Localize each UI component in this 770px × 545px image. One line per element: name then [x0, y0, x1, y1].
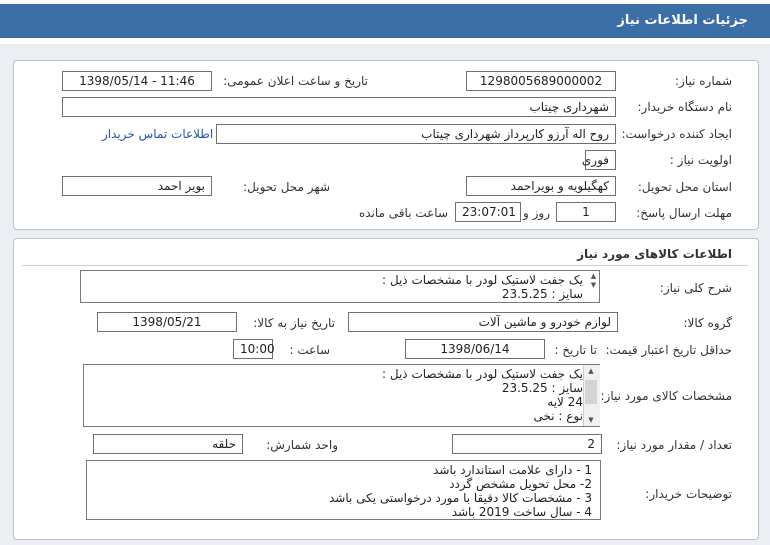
province-field[interactable]: کهگیلویه و بویراحمد — [466, 176, 616, 196]
buyer-org-field[interactable]: شهرداری چیتاب — [62, 97, 616, 117]
need-date-label: تاریخ نیاز به کالا: — [253, 316, 335, 330]
province-label: استان محل تحویل: — [637, 180, 732, 194]
goods-group-field[interactable]: لوازم خودرو و ماشین آلات — [348, 312, 618, 332]
buyer-org-label: نام دستگاه خریدار: — [637, 100, 732, 114]
priority-field[interactable]: فوری — [585, 150, 616, 170]
summary-label: شرح کلی نیاز: — [659, 281, 732, 295]
deadline-time-field[interactable]: 23:07:01 — [455, 202, 521, 222]
specs-label: مشخصات کالای مورد نیاز: — [600, 389, 732, 403]
announce-datetime-field[interactable]: 1398/05/14 - 11:46 — [62, 71, 212, 91]
buyer-notes-label: توضیحات خریدار: — [645, 487, 732, 501]
summary-textarea[interactable] — [80, 270, 600, 303]
price-validity-date-field[interactable]: 1398/06/14 — [405, 339, 545, 359]
specs-line: سایز : 23.5.25 — [501, 381, 583, 395]
scroll-down-icon[interactable]: ▼ — [590, 281, 597, 289]
deadline-days-word: روز و — [523, 206, 550, 220]
requester-label: ایجاد کننده درخواست: — [621, 127, 732, 141]
deadline-days-field[interactable]: 1 — [556, 202, 616, 222]
city-field[interactable]: بویر احمد — [62, 176, 212, 196]
requester-field[interactable]: روح اله آرزو کارپرداز شهرداری چیتاب — [216, 124, 616, 144]
summary-line: یک جفت لاستیک لودر با مشخصات ذیل : — [382, 273, 583, 287]
scroll-up-icon[interactable]: ▲ — [588, 367, 594, 375]
buyer-notes-textarea[interactable] — [86, 460, 601, 520]
goods-group-label: گروه کالا: — [683, 316, 732, 330]
price-validity-label: حداقل تاریخ اعتبار قیمت: — [605, 343, 732, 357]
unit-field[interactable]: حلقه — [93, 434, 243, 454]
validity-time-label: ساعت : — [289, 343, 330, 357]
priority-label: اولویت نیاز : — [669, 153, 732, 167]
need-number-field[interactable]: 1298005689000002 — [466, 71, 616, 91]
section-divider — [22, 265, 748, 266]
specs-textarea[interactable] — [83, 364, 600, 427]
notes-line: 2- محل تحویل مشخص گردد — [449, 477, 592, 491]
notes-line: 1 - دارای علامت استاندارد باشد — [433, 463, 592, 477]
goods-section-title: اطلاعات کالاهای مورد نیاز — [577, 247, 732, 261]
quantity-label: تعداد / مقدار مورد نیاز: — [616, 438, 732, 452]
scroll-up-icon[interactable]: ▲ — [590, 272, 597, 280]
scroll-down-icon[interactable]: ▼ — [588, 416, 594, 424]
header-bar — [0, 4, 770, 38]
specs-line: 24 لایه — [547, 395, 583, 409]
price-validity-time-field[interactable]: 10:00 — [233, 339, 273, 359]
quantity-field[interactable]: 2 — [452, 434, 602, 454]
summary-line: سایز : 23.5.25 — [501, 287, 583, 301]
buyer-contact-link[interactable]: اطلاعات تماس خریدار — [102, 127, 214, 141]
until-date-label: تا تاریخ : — [554, 343, 597, 357]
deadline-remaining-label: ساعت باقی مانده — [358, 206, 448, 220]
specs-line: یک جفت لاستیک لودر با مشخصات ذیل : — [382, 367, 583, 381]
scroll-thumb[interactable] — [585, 380, 597, 404]
notes-line: 4 - سال ساخت 2019 باشد — [451, 505, 592, 519]
announce-datetime-label: تاریخ و ساعت اعلان عمومی: — [223, 74, 368, 88]
page-header — [0, 0, 770, 44]
notes-line: 3 - مشخصات کالا دقیقا با مورد درخواستی یکی باشد — [328, 491, 592, 505]
need-date-field[interactable]: 1398/05/21 — [97, 312, 237, 332]
page-title: جزئیات اطلاعات نیاز — [617, 13, 748, 28]
unit-label: واحد شمارش: — [266, 438, 338, 452]
deadline-label: مهلت ارسال پاسخ: — [636, 206, 732, 220]
need-number-label: شماره نیاز: — [675, 74, 732, 88]
city-label: شهر محل تحویل: — [243, 180, 330, 194]
specs-line: نوع : نخی — [533, 409, 583, 423]
